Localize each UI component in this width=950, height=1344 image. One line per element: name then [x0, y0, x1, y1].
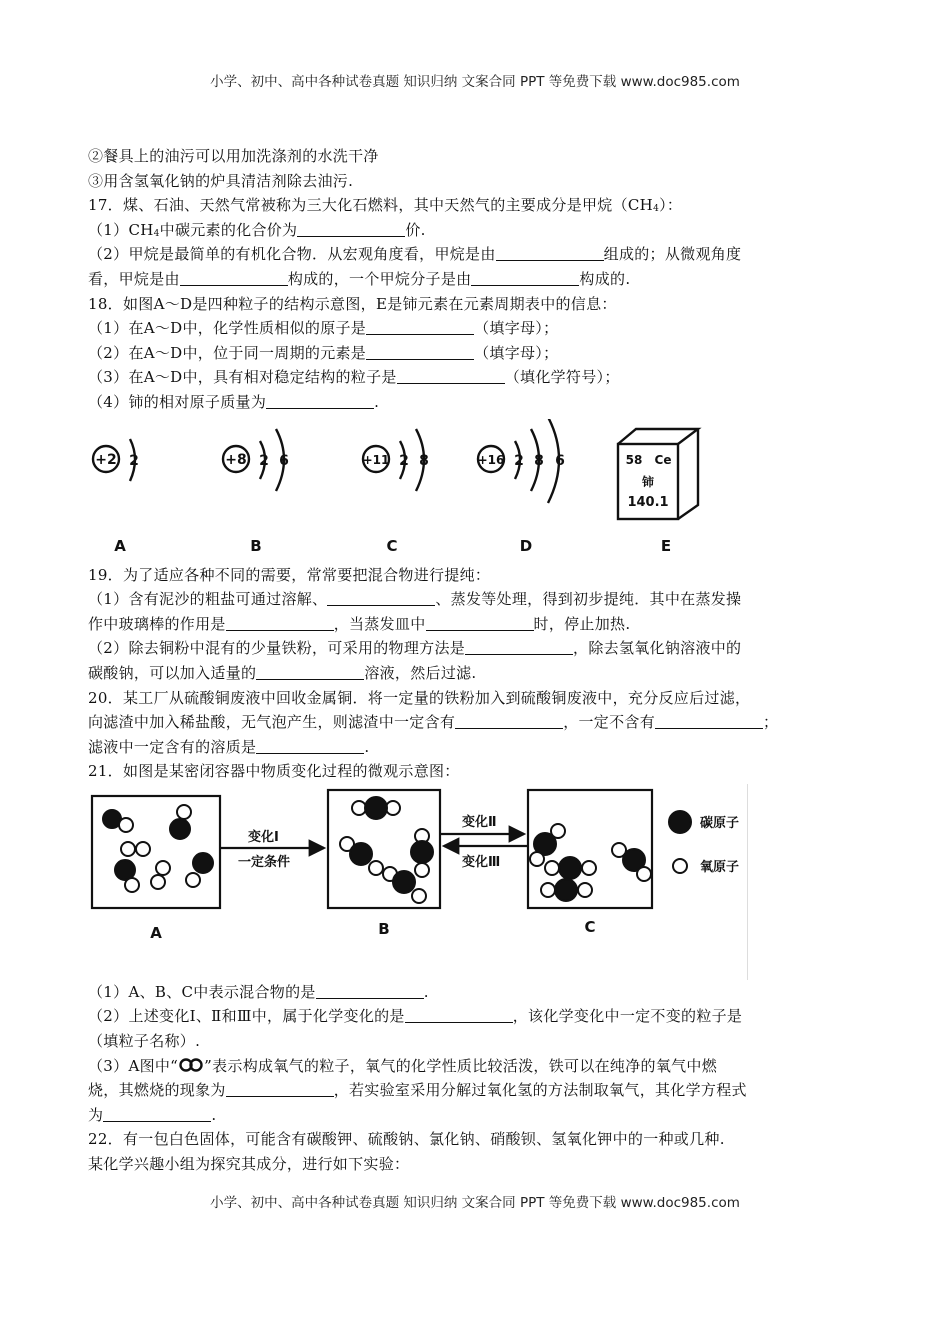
- answer-blank[interactable]: [655, 712, 763, 729]
- svg-text:6: 6: [555, 452, 565, 469]
- element-number: 58: [625, 452, 643, 467]
- answer-blank[interactable]: [316, 982, 424, 999]
- answer-blank[interactable]: [455, 712, 563, 729]
- carbon-legend-icon: [669, 811, 691, 833]
- change-2-label: 变化Ⅱ: [462, 814, 497, 830]
- nucleus-a: +2: [95, 451, 117, 468]
- answer-blank[interactable]: [256, 663, 364, 680]
- q21-part-2: （2）上述变化Ⅰ、Ⅱ和Ⅲ中，属于化学变化的是 ，该化学变化中一定不变的粒子是: [88, 1007, 743, 1026]
- q22-line-1: 22．有一包白色固体，可能含有碳酸钾、硫酸钠、氯化钠、硝酸钡、氢氧化钾中的一种或几种.: [88, 1130, 725, 1149]
- svg-text:6: 6: [279, 452, 289, 469]
- svg-text:E: E: [660, 536, 672, 555]
- answer-blank[interactable]: [327, 589, 435, 606]
- q21-part-3: （3）A图中“ ”表示构成氧气的粒子，氧气的化学性质比较活泼，铁可以在纯净的氧气中燃: [88, 1056, 718, 1075]
- nucleus-d: +16: [477, 452, 505, 467]
- q18-part-2: （2）在A～D中，位于同一周期的元素是 （填字母）；: [88, 343, 559, 362]
- answer-blank[interactable]: [266, 392, 374, 409]
- q21-part-3-cont: 烧，其燃烧的现象为 ，若实验室采用分解过氧化氢的方法制取氧气，其化学方程式: [88, 1081, 747, 1100]
- q19-part-1-cont: 作中玻璃棒的作用是 ，当蒸发皿中 时，停止加热.: [88, 614, 631, 633]
- answer-blank[interactable]: [397, 367, 505, 384]
- svg-text:D: D: [519, 536, 533, 555]
- q17-part-1: $(1)CH_4$中碳元素的化合价为 价.: [88, 220, 426, 239]
- svg-text:A: A: [150, 923, 162, 942]
- q19-stem: 19．为了适应各种不同的需要，常常要把混合物进行提纯：: [88, 565, 491, 584]
- q18-part-3: （3）在A～D中，具有相对稳定结构的粒子是 （填化学符号）；: [88, 368, 620, 387]
- element-mass: 140.1: [627, 494, 669, 510]
- answer-blank[interactable]: [366, 343, 474, 360]
- svg-text:C: C: [584, 917, 596, 936]
- nucleus-b: +8: [225, 451, 247, 468]
- svg-text:8: 8: [419, 452, 429, 469]
- atom-diagrams: [88, 419, 748, 563]
- svg-text:2: 2: [514, 452, 524, 469]
- svg-text:2: 2: [399, 452, 409, 469]
- q16-item-2: ②餐具上的油污可以用加洗涤剂的水洗干净: [88, 147, 379, 165]
- oxygen-molecule-icon: [178, 1057, 204, 1073]
- change-1-label: 变化Ⅰ: [248, 829, 279, 845]
- q21-part-1: （1）A、B、C中表示混合物的是 .: [88, 982, 429, 1001]
- svg-text:C: C: [386, 536, 398, 555]
- q17-stem: 17．煤、石油、天然气常被称为三大化石燃料，其中天然气的主要成分是甲烷$(CH_4)$：: [88, 196, 683, 215]
- oxygen-legend-label: 氧原子: [700, 859, 740, 875]
- answer-blank[interactable]: [405, 1006, 513, 1023]
- q19-part-2: （2）除去铜粉中混有的少量铁粉，可采用的物理方法是 ，除去氢氧化钠溶液中的: [88, 639, 742, 658]
- q22-line-2: 某化学兴趣小组为探究其成分，进行如下实验：: [88, 1155, 410, 1174]
- svg-text:B: B: [378, 919, 390, 938]
- q20-line-3: 滤液中一定含有的溶质是 .: [88, 737, 370, 756]
- answer-blank[interactable]: [226, 614, 334, 631]
- element-name: 铈: [641, 474, 655, 489]
- answer-blank[interactable]: [496, 244, 604, 261]
- svg-text:2: 2: [129, 452, 139, 469]
- answer-blank[interactable]: [366, 318, 474, 335]
- q17-part-2-cont: 看，甲烷是由 构成的，一个甲烷分子是由 构成的.: [88, 269, 631, 288]
- q19-part-2-cont: 碳酸钠，可以加入适量的 溶液，然后过滤.: [88, 663, 477, 682]
- svg-text:2: 2: [259, 452, 269, 469]
- answer-blank[interactable]: [426, 614, 534, 631]
- page-header: 小学、初中、高中各种试卷真题 知识归纳 文案合同 PPT 等免费下载 www.doc985.com: [210, 74, 740, 90]
- q18-part-1: （1）在A～D中，化学性质相似的原子是 （填字母）；: [88, 319, 559, 338]
- q17-part-2: （2）甲烷是最简单的有机化合物．从宏观角度看，甲烷是由 组成的；从微观角度: [88, 245, 742, 264]
- nucleus-c: +11: [362, 452, 390, 467]
- q20-line-2: 向滤渣中加入稀盐酸，无气泡产生，则滤渣中一定含有 ，一定不含有 ；: [88, 713, 779, 732]
- answer-blank[interactable]: [226, 1080, 334, 1097]
- q18-stem: 18．如图A～D是四种粒子的结构示意图，E是铈元素在元素周期表中的信息：: [88, 294, 617, 313]
- q16-item-3: ③用含氢氧化钠的炉具清洁剂除去油污.: [88, 171, 354, 190]
- q21-stem: 21．如图是某密闭容器中物质变化过程的微观示意图：: [88, 762, 460, 781]
- answer-blank[interactable]: [297, 220, 405, 237]
- page-footer: 小学、初中、高中各种试卷真题 知识归纳 文案合同 PPT 等免费下载 www.doc985.com: [210, 1195, 740, 1211]
- q21-part-3-end: 为 .: [88, 1105, 217, 1124]
- molecule-diagram: [88, 784, 748, 980]
- carbon-legend-label: 碳原子: [700, 815, 740, 831]
- atomic-structure-figure: [88, 419, 868, 563]
- q18-part-4: （4）铈的相对原子质量为 .: [88, 392, 380, 411]
- answer-blank[interactable]: [103, 1105, 211, 1122]
- answer-blank[interactable]: [180, 269, 288, 286]
- q21-part-2-cont: （填粒子名称）.: [88, 1032, 201, 1051]
- micro-process-figure: [88, 784, 868, 980]
- svg-text:8: 8: [534, 452, 544, 469]
- answer-blank[interactable]: [465, 638, 573, 655]
- q20-line-1: 20．某工厂从硫酸铜废液中回收金属铜．将一定量的铁粉加入到硫酸铜废液中，充分反应后过滤，: [88, 688, 751, 707]
- change-1-condition: 一定条件: [238, 854, 291, 870]
- exam-content: [88, 144, 868, 1177]
- change-3-label: 变化Ⅲ: [462, 854, 501, 870]
- answer-blank[interactable]: [471, 269, 579, 286]
- svg-text:A: A: [114, 536, 126, 555]
- oxygen-legend-icon: [673, 859, 687, 873]
- q19-part-1: （1）含有泥沙的粗盐可通过溶解、 、蒸发等处理，得到初步提纯．其中在蒸发操: [88, 590, 742, 609]
- element-symbol: Ce: [654, 452, 672, 467]
- answer-blank[interactable]: [256, 737, 364, 754]
- svg-text:B: B: [250, 536, 262, 555]
